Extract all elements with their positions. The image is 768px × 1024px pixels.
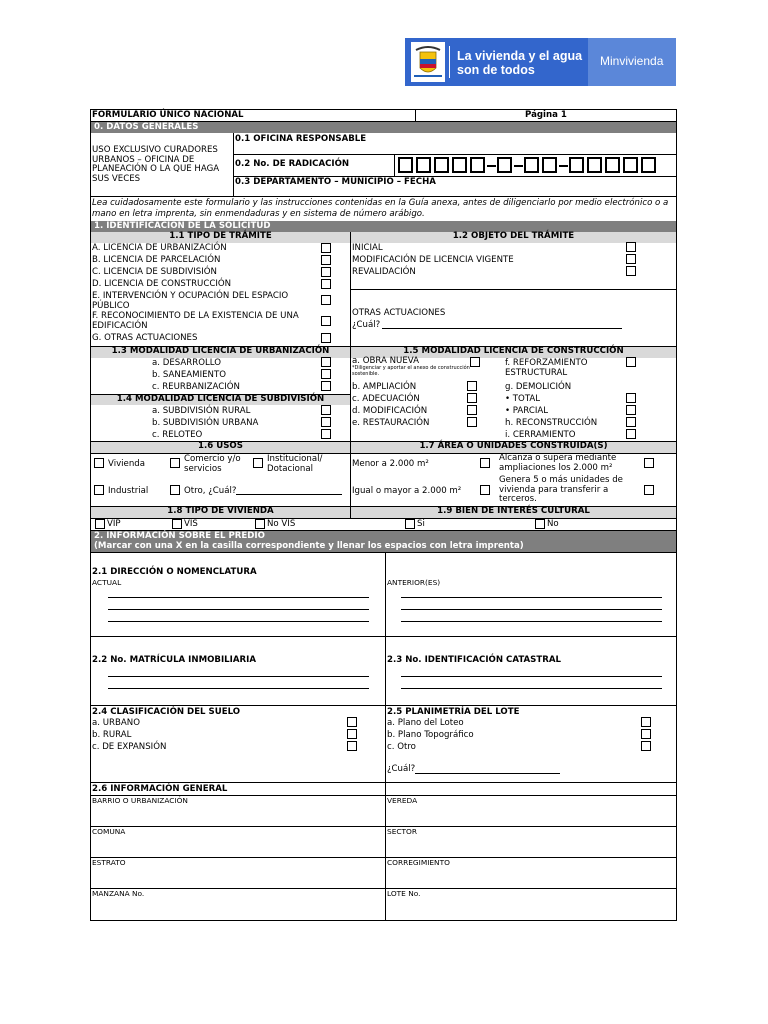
section-0-title: 0. DATOS GENERALES: [91, 122, 676, 133]
objeto-tramite-title: 1.2 OBJETO DEL TRÁMITE: [351, 232, 676, 243]
area-menor-checkbox[interactable]: [480, 458, 490, 468]
digit-box[interactable]: [452, 157, 467, 173]
otras-actuaciones-label: OTRAS ACTUACIONES: [352, 308, 446, 318]
separator-dash: [559, 165, 568, 167]
area-title: 1.7 ÁREA O UNIDADES CONSTRUIDA(S): [351, 442, 676, 453]
digit-box[interactable]: [497, 157, 512, 173]
logo-divider: [449, 46, 450, 78]
area-mayor-label: Igual o mayor a 2.000 m²: [352, 486, 462, 496]
industrial-label: Industrial: [108, 486, 149, 496]
radicacion-label: 0.2 No. DE RADICACIÓN: [235, 159, 350, 169]
ampliacion-label: b. AMPLIACIÓN: [352, 382, 417, 392]
clasificacion-title: 2.4 CLASIFICACIÓN DEL SUELO: [92, 707, 241, 717]
vis-label: VIS: [184, 519, 198, 529]
direccion-title: 2.1 DIRECCIÓN O NOMENCLATURA: [92, 567, 257, 577]
objeto-revalidacion-label: REVALIDACIÓN: [352, 267, 416, 277]
actual-label: ACTUAL: [92, 578, 122, 587]
ampliacion-checkbox[interactable]: [467, 381, 477, 391]
divider: [90, 826, 677, 827]
tramite-b-label: B. LICENCIA DE PARCELACIÓN: [92, 255, 221, 265]
area-alcanza-checkbox[interactable]: [644, 458, 654, 468]
tramite-c-checkbox[interactable]: [321, 267, 331, 277]
digit-box[interactable]: [542, 157, 557, 173]
manzana-label: MANZANA No.: [92, 889, 145, 898]
divider: [233, 133, 234, 196]
expansion-label: c. DE EXPANSIÓN: [92, 742, 167, 752]
digit-box[interactable]: [470, 157, 485, 173]
area-mayor-checkbox[interactable]: [480, 485, 490, 495]
total-label: • TOTAL: [505, 394, 541, 404]
tramite-b-checkbox[interactable]: [321, 255, 331, 265]
brand-box: [588, 38, 676, 86]
desarrollo-label: a. DESARROLLO: [152, 358, 222, 368]
subdivision-urbana-label: b. SUBDIVISIÓN URBANA: [152, 418, 259, 428]
modificacion-label: d. MODIFICACIÓN: [352, 406, 428, 416]
vip-checkbox[interactable]: [95, 519, 105, 529]
section-2-title: 2. INFORMACIÓN SOBRE EL PREDIO: [94, 531, 265, 541]
subdivision-rural-label: a. SUBDIVISIÓN RURAL: [152, 406, 251, 416]
obra-nueva-note: *Diligenciar y aportar el anexo de construcción sostenible.: [352, 365, 470, 377]
institucional-label: Institucional/ Dotacional: [267, 454, 323, 474]
objeto-modificacion-label: MODIFICACIÓN DE LICENCIA VIGENTE: [352, 255, 514, 265]
cual-plano-label: ¿Cuál?: [387, 764, 416, 774]
urbano-checkbox[interactable]: [347, 717, 357, 727]
digit-box[interactable]: [416, 157, 431, 173]
divider: [415, 109, 416, 121]
reforzamiento-checkbox[interactable]: [626, 357, 636, 367]
bic-no-label: No: [547, 519, 559, 529]
page-number: Página 1: [525, 110, 567, 120]
digit-box[interactable]: [398, 157, 413, 173]
bic-no-checkbox[interactable]: [535, 519, 545, 529]
separator-dash: [514, 165, 523, 167]
restauracion-checkbox[interactable]: [467, 417, 477, 427]
subdivision-rural-checkbox[interactable]: [321, 405, 331, 415]
area-genera-label: Genera 5 o más unidades de vivienda para transferir a terceros.: [499, 475, 623, 505]
area-genera-checkbox[interactable]: [644, 485, 654, 495]
saneamiento-checkbox[interactable]: [321, 369, 331, 379]
divider: [90, 705, 677, 706]
tramite-g-label: G. OTRAS ACTUACIONES: [92, 333, 198, 343]
tramite-d-label: D. LICENCIA DE CONSTRUCCIÓN: [92, 279, 232, 289]
novis-checkbox[interactable]: [255, 519, 265, 529]
actual-line-2[interactable]: [108, 609, 369, 610]
slogan-line2: son de todos: [457, 63, 535, 77]
digit-box[interactable]: [587, 157, 602, 173]
rural-checkbox[interactable]: [347, 729, 357, 739]
planimetria-title: 2.5 PLANIMETRÍA DEL LOTE: [387, 707, 520, 717]
tipo-tramite-title: 1.1 TIPO DE TRÁMITE: [91, 232, 350, 243]
usos-title: 1.6 USOS: [91, 442, 350, 453]
comercio-label: Comercio y/o servicios: [184, 454, 241, 474]
objeto-revalidacion-checkbox[interactable]: [626, 266, 636, 276]
demolicion-label: g. DEMOLICIÓN: [505, 382, 572, 392]
tramite-d-checkbox[interactable]: [321, 279, 331, 289]
lote-label: LOTE No.: [387, 889, 421, 898]
novis-label: No VIS: [267, 519, 296, 529]
catastral-line-2[interactable]: [401, 688, 662, 689]
logo-banner: [405, 38, 676, 86]
reurbanizacion-checkbox[interactable]: [321, 381, 331, 391]
catastral-title: 2.3 No. IDENTIFICACIÓN CATASTRAL: [387, 655, 561, 665]
divider: [90, 857, 677, 858]
cual-plano-input[interactable]: [415, 773, 560, 774]
otro-uso-input[interactable]: [236, 494, 342, 495]
vivienda-label: Vivienda: [108, 459, 146, 469]
obra-nueva-checkbox[interactable]: [470, 357, 480, 367]
restauracion-label: e. RESTAURACIÓN: [352, 418, 430, 428]
modalidad-urbanizacion-title: 1.3 MODALIDAD LICENCIA DE URBANIZACIÓN: [91, 347, 350, 358]
oficina-responsable-label: 0.1 OFICINA RESPONSABLE: [235, 134, 367, 144]
plano-topografico-checkbox[interactable]: [641, 729, 651, 739]
digit-box[interactable]: [434, 157, 449, 173]
section-2-header: [91, 531, 676, 552]
divider: [90, 782, 677, 783]
cerramiento-checkbox[interactable]: [626, 429, 636, 439]
slogan-line1: La vivienda y el agua: [457, 49, 583, 63]
matricula-line-1[interactable]: [108, 676, 369, 677]
depto-municipio-fecha-label: 0.3 DEPARTAMENTO – MUNICIPIO – FECHA: [235, 177, 436, 187]
anterior-line-1[interactable]: [401, 597, 662, 598]
divider: [90, 888, 677, 889]
info-general-title: 2.6 INFORMACIÓN GENERAL: [92, 784, 228, 794]
otro-uso-label: Otro, ¿Cuál?: [184, 486, 237, 496]
cual-input[interactable]: [382, 328, 622, 329]
comercio-checkbox[interactable]: [170, 458, 180, 468]
plano-topografico-label: b. Plano Topográfico: [387, 730, 474, 740]
tramite-a-checkbox[interactable]: [321, 243, 331, 253]
digit-box[interactable]: [524, 157, 539, 173]
plano-loteo-checkbox[interactable]: [641, 717, 651, 727]
estrato-label: ESTRATO: [92, 858, 126, 867]
reforzamiento-label: f. REFORZAMIENTO ESTRUCTURAL: [505, 358, 588, 378]
separator-dash: [487, 165, 496, 167]
tramite-f-checkbox[interactable]: [321, 316, 331, 326]
section-2-subtitle: (Marcar con una X en la casilla correspondiente y llenar los espacios con letra imprenta): [94, 541, 524, 551]
reloteo-checkbox[interactable]: [321, 429, 331, 439]
objeto-inicial-label: INICIAL: [352, 243, 383, 253]
obra-nueva-label: a. OBRA NUEVA: [352, 356, 419, 366]
anterior-line-2[interactable]: [401, 609, 662, 610]
adecuacion-checkbox[interactable]: [467, 393, 477, 403]
area-menor-label: Menor a 2.000 m²: [352, 459, 429, 469]
vereda-label: VEREDA: [387, 796, 418, 805]
divider: [350, 232, 351, 518]
bic-si-label: Si: [417, 519, 425, 529]
bic-si-checkbox[interactable]: [405, 519, 415, 529]
tramite-g-checkbox[interactable]: [321, 333, 331, 343]
cerramiento-label: i. CERRAMIENTO: [505, 430, 576, 440]
instructions-text: Lea cuidadosamente este formulario y las instrucciones contenidas en la Guía anexa, antes de diligenciarlo por medio electrónico o a mano en letra imprenta, sin enmendaduras y en sistema de número arábigo.: [92, 198, 669, 219]
divider: [90, 196, 677, 197]
form-title: FORMULARIO ÚNICO NACIONAL: [92, 110, 244, 120]
corregimiento-label: CORREGIMIENTO: [387, 858, 450, 867]
tramite-f-label: F. RECONOCIMIENTO DE LA EXISTENCIA DE UNA EDIFICACIÓN: [92, 311, 299, 331]
parcial-checkbox[interactable]: [626, 405, 636, 415]
modificacion-checkbox[interactable]: [467, 405, 477, 415]
otro-plano-label: c. Otro: [387, 742, 416, 752]
divider: [385, 552, 386, 921]
divider: [394, 154, 395, 176]
otro-plano-checkbox[interactable]: [641, 741, 651, 751]
expansion-checkbox[interactable]: [347, 741, 357, 751]
desarrollo-checkbox[interactable]: [321, 357, 331, 367]
area-alcanza-label: Alcanza o supera mediante ampliaciones los 2.000 m²: [499, 453, 617, 473]
tramite-e-checkbox[interactable]: [321, 295, 331, 305]
matricula-line-2[interactable]: [108, 688, 369, 689]
total-checkbox[interactable]: [626, 393, 636, 403]
uso-exclusivo-label: USO EXCLUSIVO CURADORES URBANOS – OFICINA DE PLANEACIÓN O LA QUE HAGA SUS VECES: [92, 145, 220, 184]
digit-box[interactable]: [641, 157, 656, 173]
anterior-label: ANTERIOR(ES): [387, 578, 441, 587]
anterior-line-3[interactable]: [401, 621, 662, 622]
otro-uso-checkbox[interactable]: [170, 485, 180, 495]
actual-line-3[interactable]: [108, 621, 369, 622]
actual-line-1[interactable]: [108, 597, 369, 598]
institucional-checkbox[interactable]: [253, 458, 263, 468]
tipo-vivienda-title: 1.8 TIPO DE VIVIENDA: [91, 507, 350, 518]
coat-of-arms-icon: [411, 42, 445, 82]
tramite-a-label: A. LICENCIA DE URBANIZACIÓN: [92, 243, 227, 253]
divider: [90, 636, 677, 637]
reconstruccion-checkbox[interactable]: [626, 417, 636, 427]
objeto-inicial-checkbox[interactable]: [626, 242, 636, 252]
reurbanizacion-label: c. REURBANIZACIÓN: [152, 382, 240, 392]
reloteo-label: c. RELOTEO: [152, 430, 203, 440]
subdivision-urbana-checkbox[interactable]: [321, 417, 331, 427]
vip-label: VIP: [107, 519, 121, 529]
barrio-label: BARRIO O URBANIZACIÓN: [92, 796, 188, 805]
rural-label: b. RURAL: [92, 730, 132, 740]
cual-label: ¿Cuál?: [352, 320, 381, 330]
tramite-c-label: C. LICENCIA DE SUBDIVISIÓN: [92, 267, 217, 277]
section-1-title: 1. IDENTIFICACIÓN DE LA SOLICITUD: [91, 221, 676, 232]
digit-box[interactable]: [569, 157, 584, 173]
urbano-label: a. URBANO: [92, 718, 140, 728]
plano-loteo-label: a. Plano del Loteo: [387, 718, 464, 728]
saneamiento-label: b. SANEAMIENTO: [152, 370, 226, 380]
modalidad-subdivision-title: 1.4 MODALIDAD LICENCIA DE SUBDIVISIÓN: [91, 394, 350, 405]
bic-title: 1.9 BIEN DE INTERÉS CULTURAL: [351, 507, 676, 518]
brand-name: Minvivienda: [600, 54, 664, 68]
divider: [233, 154, 677, 155]
sector-label: SECTOR: [387, 827, 417, 836]
vivienda-checkbox[interactable]: [94, 458, 104, 468]
vis-checkbox[interactable]: [172, 519, 182, 529]
digit-box[interactable]: [605, 157, 620, 173]
digit-box[interactable]: [623, 157, 638, 173]
modalidad-construccion-title: 1.5 MODALIDAD LICENCIA DE CONSTRUCCIÓN: [351, 347, 676, 358]
tramite-e-label: E. INTERVENCIÓN Y OCUPACIÓN DEL ESPACIO PÚBLICO: [92, 291, 289, 311]
adecuacion-label: c. ADECUACIÓN: [352, 394, 420, 404]
divider: [350, 289, 677, 290]
objeto-modificacion-checkbox[interactable]: [626, 254, 636, 264]
matricula-title: 2.2 No. MATRÍCULA INMOBILIARIA: [92, 655, 256, 665]
catastral-line-1[interactable]: [401, 676, 662, 677]
comuna-label: COMUNA: [92, 827, 126, 836]
divider: [90, 552, 677, 553]
parcial-label: • PARCIAL: [505, 406, 549, 416]
reconstruccion-label: h. RECONSTRUCCIÓN: [505, 418, 598, 428]
industrial-checkbox[interactable]: [94, 485, 104, 495]
